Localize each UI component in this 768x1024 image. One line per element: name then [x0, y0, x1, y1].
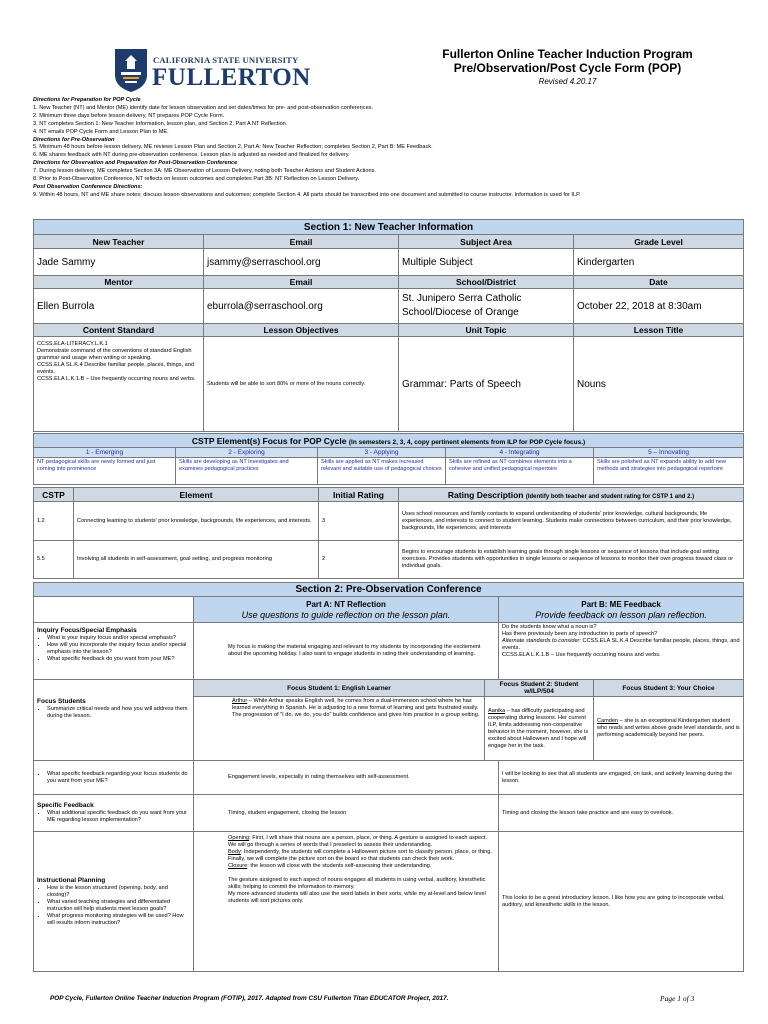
focus-student-3: Camden – she is an exceptional Kindergarten student who reads and writes above grade level standards, and is performing academically beyond her peers.	[594, 697, 744, 761]
directions-item: 3. NT completes Section 1: New Teacher Information, lesson plan, and Section 2, Part A NT Reflection.	[33, 120, 288, 127]
header-unit-topic: Unit Topic	[399, 324, 574, 337]
new-teacher-email: jsammy@serraschool.org	[204, 249, 399, 276]
inquiry-label: Inquiry Focus/Special Emphasis	[37, 627, 137, 634]
section1-table	[33, 219, 744, 432]
cstp-rating: 2	[319, 541, 399, 579]
header-school: School/District	[399, 276, 574, 289]
unit-topic: Grammar: Parts of Speech	[399, 337, 574, 432]
lesson-objectives: Students will be able to sort 80% or more of the nouns correctly.	[204, 337, 399, 432]
planning-me: This looks to be a great introductory lesson. I like how you are going to incorporate verbal, auditory, and kinesthetic skills in the lesson.	[499, 832, 744, 972]
header-mentor-email: Email	[204, 276, 399, 289]
level-5-desc: Skills are polished as NT expands ability to add new methods and strategies into pedagogical repertoire	[594, 458, 744, 485]
directions-item: 9. Within 48 hours, NT and ME share notes; discuss lesson observations and outcomes; complete Section 4. All parts should be transcribed into one document and submitted to course instructor. Information is used for ILP.	[33, 191, 581, 198]
header-rating-description: Rating Description (Identify both teacher and student rating for CSTP 1 and 2.)	[399, 488, 744, 502]
university-logo	[113, 47, 311, 95]
header-content-standard: Content Standard	[34, 324, 204, 337]
focus-student-1: Arthur – While Arthur speaks English well, he comes from a dual-immersion school where he has learned everything in Spanish. He is adjusting to a new format of learning and gets frustrated easily. The progression of "I do, we do, you do" builds confidence and gives him practice in a group setting.	[194, 697, 485, 761]
university-name: FULLERTON	[152, 64, 311, 91]
focus-label-cell: Focus Students • Summarize critical needs and how you will address them during the lesson.	[34, 697, 194, 761]
grade-level: Kindergarten	[574, 249, 744, 276]
form-title: Pre/Observation/Post Cycle Form (POP)	[453, 61, 682, 75]
mentor-email: eburrola@serraschool.org	[204, 289, 399, 324]
planning-label: Instructional Planning	[37, 876, 106, 884]
header-initial-rating: Initial Rating	[319, 488, 399, 502]
level-3-label: 3 - Applying	[318, 448, 446, 458]
header-cstp: CSTP	[34, 488, 74, 502]
directions-item: 7. During lesson delivery, ME completes Section 3A: ME Observation of Lesson Delivery, noting both Teacher Actions and Student Actions.	[33, 168, 376, 175]
focus-feedback-nt: Engagement levels, especially in rating themselves with self-assessment.	[194, 761, 499, 795]
level-2-label: 2 - Exploring	[176, 448, 318, 458]
seal-icon	[113, 47, 149, 93]
focus-feedback-label-cell: • What specific feedback regarding your focus students do you want from your ME?	[34, 761, 194, 795]
focus-student-1-header: Focus Student 1: English Learner	[194, 680, 485, 697]
level-5-label: 5 – Innovating	[594, 448, 744, 458]
header-lesson-objectives: Lesson Objectives	[204, 324, 399, 337]
mentor-name: Ellen Burrola	[34, 289, 204, 324]
header-lesson-title: Lesson Title	[574, 324, 744, 337]
section2-table	[33, 582, 744, 972]
header-email: Email	[204, 235, 399, 249]
focus-student-2-header: Focus Student 2: Student w/ILP/504	[485, 680, 594, 697]
inquiry-label-cell: Inquiry Focus/Special Emphasis • What is your inquiry focus and/or special emphasis? • How will you incorporate the inquiry focus and/or special emphasis into the lesson? • What specific feedback do you want from your ME?	[34, 623, 194, 680]
level-3-desc: Skills are applied as NT makes increased relevant and suitable use of pedagogical choices	[318, 458, 446, 485]
directions-item: 4. NT emails POP Cycle Form and Lesson Plan to ME.	[33, 128, 169, 135]
cstp-rating: 3	[319, 502, 399, 541]
level-1-desc: NT pedagogical skills are newly formed and just coming into prominence	[34, 458, 176, 485]
header-new-teacher: New Teacher	[34, 235, 204, 249]
directions-item: 1. New Teacher (NT) and Mentor (ME) identify date for lesson observation and set dates/times for pre- and post-observation conferences.	[33, 104, 374, 111]
part-b-header: Part B: ME Feedback Provide feedback on lesson plan reflection.	[499, 597, 744, 623]
footer-text: POP Cycle, Fullerton Online Teacher Induction Program (FOTIP), 2017. Adapted from CSU Fullerton Titan EDUCATOR Project, 2017.	[50, 995, 449, 1002]
revised-date: Revised 4.20.17	[538, 77, 597, 86]
header-mentor: Mentor	[34, 276, 204, 289]
focus-student-2: Aanika – has difficulty participating and cooperating during lessons. Her current ILP, limits addressing non-cooperative behavior in the moment, however, she is excited about Halloween and I hope will engage her in the task.	[485, 697, 594, 761]
level-4-label: 4 - Integrating	[446, 448, 594, 458]
inquiry-me: Do the students know what a noun is? Has there previously been any introduction to parts of speech? Alternate standards to consider: CCSS.ELA SL.K.4 Describe familiar people, places, things, and events. CCSS.ELA L.K.1.B – Use frequently occurring nouns and verbs.	[499, 623, 744, 680]
directions-item: 2. Minimum three days before lesson delivery, NT prepares POP Cycle Form.	[33, 112, 225, 119]
program-title: Fullerton Online Teacher Induction Program	[442, 47, 693, 61]
directions-item: 5. Minimum 48 hours before lesson delivery, ME reviews Lesson Plan and Section 2, Part A: New Teacher Reflection; completes Section 2, Part B: ME Feedback.	[33, 144, 433, 151]
focus-feedback-me: I will be looking to see that all students are engaged, on task, and actively learning during the lesson.	[499, 761, 744, 795]
form-header	[395, 47, 740, 87]
focus-label: Focus Students	[37, 697, 86, 705]
cstp-title-cell: CSTP Element(s) Focus for POP Cycle (In semesters 2, 3, 4, copy pertinent elements from ILP for POP Cycle focus.)	[34, 434, 744, 448]
cstp-code: 1.2	[34, 502, 74, 541]
cstp-rating-table	[33, 487, 744, 579]
cstp-code: 5.5	[34, 541, 74, 579]
directions	[33, 97, 743, 200]
directions-heading: Directions for Preparation for POP Cycle	[33, 97, 141, 103]
header-element: Element	[74, 488, 319, 502]
observation-date: October 22, 2018 at 8:30am	[574, 289, 744, 324]
subject-area: Multiple Subject	[399, 249, 574, 276]
specific-feedback-label-cell: Specific Feedback • What additional specific feedback do you want from your ME regarding lesson implementation?	[34, 795, 194, 832]
directions-item: 8. Prior to Post-Observation Conference, NT reflects on lesson outcomes and completes Part 3B: NT Reflection on Lesson Delivery.	[33, 176, 360, 183]
header-date: Date	[574, 276, 744, 289]
directions-heading: Post Observation Conference Directions:	[33, 183, 143, 190]
focus-student-3-header: Focus Student 3: Your Choice	[594, 680, 744, 697]
directions-item: 6. ME shares feedback with NT during pre-observation conference. Lesson plan is adjusted as needed and finalized for delivery.	[33, 152, 350, 159]
directions-heading: Directions for Observation and Preparation for Post-Observation Conference	[33, 160, 238, 167]
page-number: Page 1 of 3	[660, 994, 695, 1003]
level-2-desc: Skills are developing as NT investigates and examines pedagogical practices	[176, 458, 318, 485]
university-system: CALIFORNIA STATE UNIVERSITY	[153, 55, 299, 65]
planning-label-cell: Instructional Planning • How is the lesson structured (opening, body, and closing)? • What varied teaching strategies and differentiated instruction will help students meet lesson goals? • What progress monitoring strategies will be used? How will results inform instruction?	[34, 832, 194, 972]
specific-feedback-label: Specific Feedback	[37, 802, 94, 809]
part-a-header: Part A: NT Reflection Use questions to guide reflection on the lesson plan.	[194, 597, 499, 623]
directions-heading: Directions for Pre-Observation	[33, 136, 115, 143]
cstp-element: Connecting learning to students' prior knowledge, backgrounds, life experiences, and interests.	[74, 502, 319, 541]
level-4-desc: Skills are refined as NT combines elements into a cohesive and unified pedagogical repertoire	[446, 458, 594, 485]
header-subject: Subject Area	[399, 235, 574, 249]
section2-title: Section 2: Pre-Observation Conference	[34, 583, 744, 597]
lesson-title: Nouns	[574, 337, 744, 432]
content-standard: CCSS.ELA-LITERACY.L.K.1 Demonstrate command of the conventions of standard English grammar and usage when writing or speaking. CCSS.ELA SL.K.4 Describe familiar people, places, things, and events. CCSS.ELA L.K.1.B – Use frequently occurring nouns and verbs.	[34, 337, 204, 432]
section1-title: Section 1: New Teacher Information	[34, 220, 744, 235]
specific-feedback-me: Timing and closing the lesson take practice and are easy to overlook.	[499, 795, 744, 832]
inquiry-nt: My focus is making the material engaging and relevant to my students by incorporating the excitement about the upcoming holiday. I also want to engage students in rating their understanding of learning.	[194, 623, 499, 680]
header-grade: Grade Level	[574, 235, 744, 249]
cstp-description: Uses school resources and family contacts to expand understanding of students' prior knowledge, cultural backgrounds, life experiences, and interests to connect to student learning. Students make connections between curriculum, and their prior knowledge, backgrounds, life experiences, and interests	[399, 502, 744, 541]
new-teacher-name: Jade Sammy	[34, 249, 204, 276]
cstp-table	[33, 433, 744, 485]
cstp-description: Begins to encourage students to establish learning goals through single lessons or sequence of lessons that include goal setting exercises. Provides students with opportunities in single lessons or sequence of lessons to monitor their own progress toward class or individual goals.	[399, 541, 744, 579]
cstp-element: Involving all students in self-assessment, goal setting, and progress monitoring	[74, 541, 319, 579]
school-district: St. Junipero Serra Catholic School/Diocese of Orange	[399, 289, 574, 324]
planning-nt: Opening: First, I will share that nouns are a person, place, or thing. A gesture is assigned to each aspect. We will go through a series of words that I preselect to assess their understanding. Body: Independently, the students will complete a Halloween picture sort to classify person, place, or thing. Finally, we will complete the picture sort on the board so that students can check their work. Closure: the lesson will close with the students self-assessing their understanding. The gesture assigned to each aspect of nouns engages all students in using verbal, auditory, kinesthetic skills; helping to commit the information to memory. My more advanced students will also use the word labels in their sorts, while my at-level and below level students will sort pictures only.	[194, 832, 499, 972]
specific-feedback-nt: Timing, student engagement, closing the lesson	[194, 795, 499, 832]
level-1-label: 1 - Emerging	[34, 448, 176, 458]
